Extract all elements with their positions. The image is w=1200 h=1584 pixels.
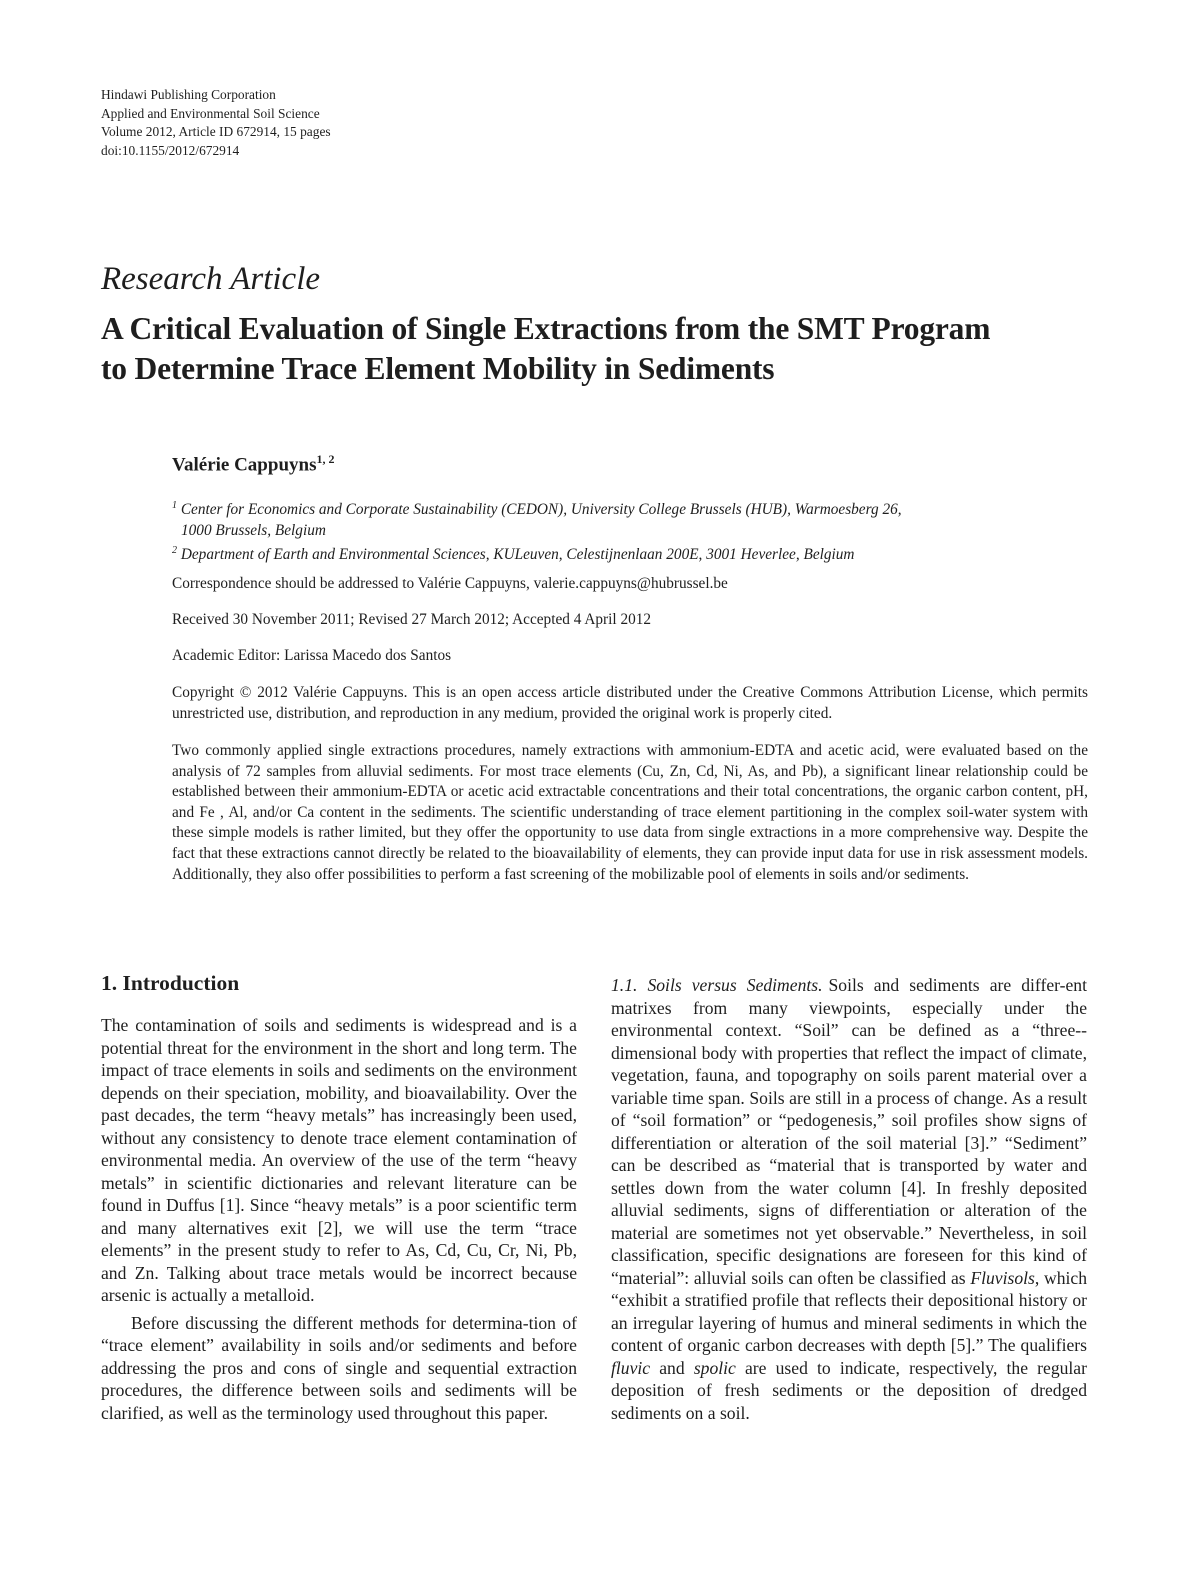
term-fluvic: fluvic: [611, 1357, 651, 1378]
article-type: Research Article: [101, 261, 321, 297]
affiliation-mark: 2: [172, 545, 177, 557]
affiliations: [172, 496, 1092, 566]
subsection-paragraph: [611, 974, 1087, 1424]
author-affil-marks: 1, 2: [316, 452, 335, 466]
author-name: Valérie Cappuyns: [172, 454, 317, 476]
academic-editor: Academic Editor: Larissa Macedo dos Santos: [172, 647, 452, 664]
subsection-text: and: [659, 1357, 685, 1378]
subsection-heading: 1.1. Soils versus Sediments.: [611, 975, 823, 995]
affiliation-text: Department of Earth and Environmental Sciences, KULeuven, Celestijnenlaan 200E, 3001 Heverlee, Belgium: [180, 546, 855, 564]
subsection-text: , which “exhibit a stratified profile that reflects their depositional history or an irregular layering of humus and mineral sediments in which the content of organic carbon decreases with depth [5].” The qualifiers: [611, 1267, 1088, 1355]
affiliation-1: [172, 496, 1092, 521]
section-heading-introduction: 1. Introduction: [101, 971, 240, 995]
title-line-2: to Determine Trace Element Mobility in Sediments: [101, 351, 775, 386]
left-column: [101, 1014, 577, 1424]
journal-header: [101, 86, 331, 160]
doi-line[interactable]: doi:10.1155/2012/672914: [101, 142, 240, 158]
affiliation-mark: 1: [172, 500, 177, 511]
subsection-text: Soils and sediments are differ-ent matrixes from many viewpoints, especially under the environmental context. “Soil” can be defined as a “three-dimensional body with properties that reflect the impact of climate, vegetation, fauna, and topography on soils parent material over a variable time span. Soils are still in a process of change. As a result of “soil formation” or “pedogenesis,” soil profiles show signs of differentiation or alteration of the soil material [3].” “Sediment” can be described as “material that is transported by water and settles down from the water column [4]. In freshly deposited alluvial sediments, signs of differentiation or alteration of the material are sometimes not yet observable.” Nevertheless, in soil classification, specific designations are foreseen for this kind of “material”: alluvial soils can often be classified as: [611, 975, 1087, 1288]
article-title: [101, 309, 1111, 389]
copyright-notice: Copyright © 2012 Valérie Cappuyns. This is an open access article distributed under the Creative Commons Attribution License, which permits unrestricted use, distribution, and reproduction in any medium, provided the original work is properly cited.: [172, 684, 1088, 722]
intro-paragraph-2: Before discussing the different methods for determina-tion of “trace element” availability in soils and/or sediments and before addressing the pros and cons of single and sequential extraction procedures, the difference between soils and sediments will be clarified, as well as the terminology used throughout this paper.: [101, 1312, 577, 1423]
term-fluvisols: Fluvisols: [970, 1267, 1035, 1288]
abstract: Two commonly applied single extractions procedures, namely extractions with ammonium-EDTA and acetic acid, were evaluated based on the analysis of 72 samples from alluvial sediments. For most trace elements (Cu, Zn, Cd, Ni, As, and Pb), a significant linear relationship could be established between their ammonium-EDTA or acetic acid extractable concentrations and their total concentrations, the organic carbon content, pH, and Fe , Al, and/or Ca content in the sediments. The scientific understanding of trace element partitioning in the complex soil-water system with these simple models is rather limited, but they offer the opportunity to use data from single extractions in a more comprehensive way. Despite the fact that these extractions cannot directly be related to the bioavailability of elements, they can provide input data for use in risk assessment models. Additionally, they also offer possibilities to perform a fast screening of the mobilizable pool of elements in soils and/or sediments.: [172, 742, 1088, 883]
subsection-text: are used to indicate, respectively, the regular deposition of fresh sediments or the deposition of dredged sediments on a soil.: [611, 1357, 1087, 1423]
affiliation-1-cont: 1000 Brussels, Belgium: [181, 521, 326, 539]
correspondence: Correspondence should be addressed to Valérie Cappuyns, valerie.cappuyns@hubrussel.be: [172, 575, 728, 592]
journal-line: Applied and Environmental Soil Science: [101, 105, 320, 121]
received-dates: Received 30 November 2011; Revised 27 March 2012; Accepted 4 April 2012: [172, 611, 652, 628]
intro-paragraph-1: The contamination of soils and sediments is widespread and is a potential threat for the environment in the short and long term. The impact of trace elements in soils and sediments on the environment depends on their speciation, mobility, and bioavailability. Over the past decades, the term “heavy metals” has increasingly been used, without any consistency to denote trace element contamination of environmental media. An overview of the use of the term “heavy metals” in scientific dictionaries and relevant literature can be found in Duffus [1]. Since “heavy metals” is a poor scientific term and many alternatives exit [2], we will use the term “trace elements” in the present study to refer to As, Cd, Cu, Cr, Ni, Pb, and Zn. Talking about trace metals would be incorrect because arsenic is actually a metalloid.: [101, 1015, 577, 1305]
affiliation-text: Center for Economics and Corporate Sustainability (CEDON), University College Brussels (HUB), Warmoesberg 26,: [180, 501, 902, 519]
affiliation-2: [172, 541, 1092, 566]
title-line-1: A Critical Evaluation of Single Extractions from the SMT Program: [101, 311, 991, 346]
right-column: [611, 974, 1087, 1424]
term-spolic: spolic: [693, 1357, 736, 1378]
author: [172, 452, 334, 476]
publisher-line: Hindawi Publishing Corporation: [101, 87, 276, 102]
volume-line: Volume 2012, Article ID 672914, 15 pages: [101, 124, 331, 139]
